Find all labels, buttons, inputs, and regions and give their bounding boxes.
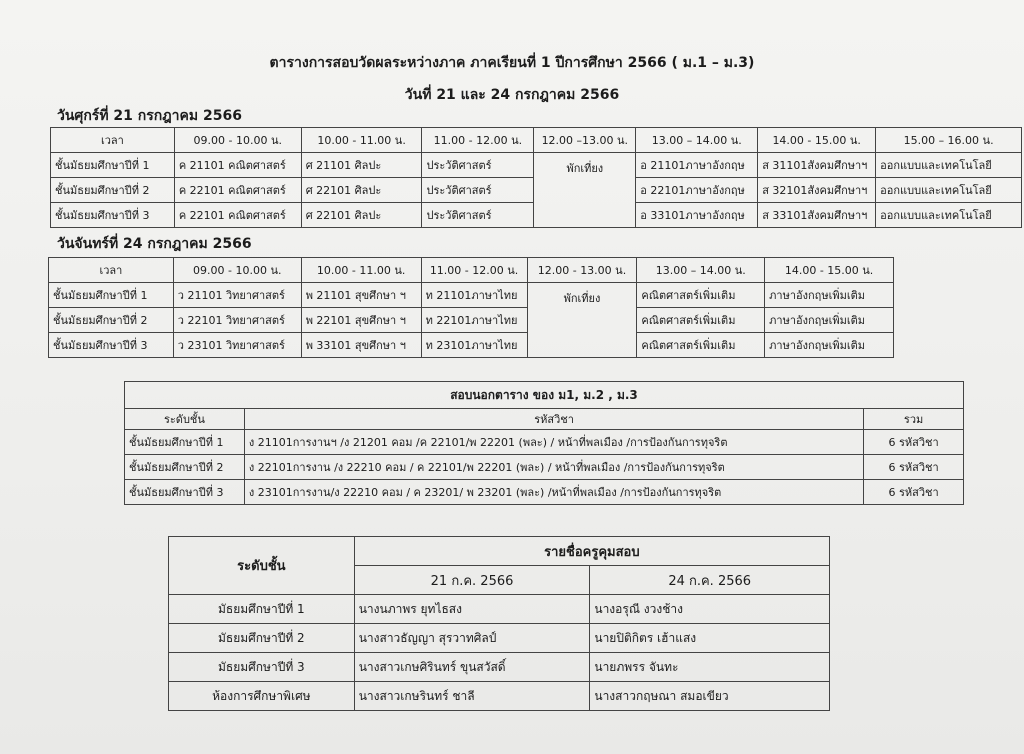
total-cell: 6 รหัสวิชา xyxy=(864,455,964,480)
level-cell: ชั้นมัธยมศึกษาปีที่ 1 xyxy=(51,153,175,178)
subject-cell: ท 22101ภาษาไทย xyxy=(421,308,527,333)
level-cell: มัธยมศึกษาปีที่ 3 xyxy=(169,653,355,682)
subject-cell: ประวัติศาสตร์ xyxy=(422,203,534,228)
table-row xyxy=(49,333,894,358)
day2-time-row xyxy=(49,258,894,283)
time-slot: 13.00 – 14.00 น. xyxy=(636,128,758,153)
outside-title-row xyxy=(125,382,964,409)
col-level-header: ระดับชั้น xyxy=(169,537,355,595)
proctor-cell: นางสาวเกษศิรินทร์ ขุนสวัสดิ์ xyxy=(354,653,590,682)
time-slot: 13.00 – 14.00 น. xyxy=(637,258,765,283)
subject-cell: คณิตศาสตร์เพิ่มเติม xyxy=(637,308,765,333)
table-row xyxy=(125,430,964,455)
subject-cell: ศ 21101 ศิลปะ xyxy=(301,153,422,178)
subject-cell: ภาษาอังกฤษเพิ่มเติม xyxy=(765,283,894,308)
subject-cell: อ 21101ภาษาอังกฤษ xyxy=(636,153,758,178)
subject-cell: ประวัติศาสตร์ xyxy=(422,153,534,178)
subject-cell: ภาษาอังกฤษเพิ่มเติม xyxy=(765,333,894,358)
subject-cell: ส 31101สังคมศึกษาฯ xyxy=(758,153,876,178)
time-slot: 09.00 - 10.00 น. xyxy=(174,128,301,153)
outside-schedule-table xyxy=(124,381,964,505)
proctor-cell: นายปิติกิตร เฮ้าแสง xyxy=(590,624,830,653)
time-slot: 10.00 - 11.00 น. xyxy=(301,258,421,283)
proctor-cell: นางสาวธัญญา สุรวาทศิลป์ xyxy=(354,624,590,653)
day2-schedule-table xyxy=(48,257,894,358)
table-row xyxy=(169,624,830,653)
table-row xyxy=(169,682,830,711)
subject-cell: ว 23101 วิทยาศาสตร์ xyxy=(173,333,301,358)
subject-cell: ออกแบบและเทคโนโลยี xyxy=(876,153,1022,178)
level-cell: ชั้นมัธยมศึกษาปีที่ 3 xyxy=(51,203,175,228)
subject-cell: ส 33101สังคมศึกษาฯ xyxy=(758,203,876,228)
date1-header: 21 ก.ค. 2566 xyxy=(354,566,590,595)
total-cell: 6 รหัสวิชา xyxy=(864,430,964,455)
table-row xyxy=(125,455,964,480)
time-slot: 10.00 - 11.00 น. xyxy=(301,128,422,153)
day1-heading: วันศุกร์ที่ 21 กรกฎาคม 2566 xyxy=(57,108,242,124)
subject-cell: ค 22101 คณิตศาสตร์ xyxy=(174,203,301,228)
level-cell: ชั้นมัธยมศึกษาปีที่ 2 xyxy=(51,178,175,203)
proctor-cell: นางนภาพร ยุทไธสง xyxy=(354,595,590,624)
time-slot: 12.00 –13.00 น. xyxy=(534,128,636,153)
subject-cell: พ 21101 สุขศึกษา ฯ xyxy=(301,283,421,308)
day1-time-row xyxy=(51,128,1022,153)
time-slot: 14.00 - 15.00 น. xyxy=(765,258,894,283)
subject-cell: ท 21101ภาษาไทย xyxy=(421,283,527,308)
level-cell: มัธยมศึกษาปีที่ 2 xyxy=(169,624,355,653)
outside-header-row xyxy=(125,409,964,430)
time-slot: 11.00 - 12.00 น. xyxy=(421,258,527,283)
codes-cell: ง 21101การงานฯ /ง 21201 คอม /ค 22101/พ 22201 (พละ) / หน้าที่พลเมือง /การป้องกันการทุจริต xyxy=(244,430,863,455)
level-cell: ชั้นมัธยมศึกษาปีที่ 1 xyxy=(49,283,174,308)
date2-header: 24 ก.ค. 2566 xyxy=(590,566,830,595)
total-cell: 6 รหัสวิชา xyxy=(864,480,964,505)
level-cell: ชั้นมัธยมศึกษาปีที่ 3 xyxy=(49,333,174,358)
proctor-title: รายชื่อครูคุมสอบ xyxy=(354,537,829,566)
proctor-title-row xyxy=(169,537,830,566)
lunch-break-cell: พักเที่ยง xyxy=(527,283,637,358)
table-row xyxy=(169,653,830,682)
level-cell: ห้องการศึกษาพิเศษ xyxy=(169,682,355,711)
codes-cell: ง 22101การงาน /ง 22210 คอม / ค 22101/พ 22201 (พละ) / หน้าที่พลเมือง /การป้องกันการทุจริต xyxy=(244,455,863,480)
level-cell: มัธยมศึกษาปีที่ 1 xyxy=(169,595,355,624)
subject-cell: คณิตศาสตร์เพิ่มเติม xyxy=(637,333,765,358)
proctor-cell: นายภพรร จันทะ xyxy=(590,653,830,682)
subject-cell: ค 22101 คณิตศาสตร์ xyxy=(174,178,301,203)
table-row xyxy=(49,283,894,308)
level-cell: ชั้นมัธยมศึกษาปีที่ 2 xyxy=(125,455,245,480)
subject-cell: ออกแบบและเทคโนโลยี xyxy=(876,178,1022,203)
time-label: เวลา xyxy=(51,128,175,153)
time-slot: 14.00 - 15.00 น. xyxy=(758,128,876,153)
outside-title: สอบนอกตาราง ของ ม1, ม.2 , ม.3 xyxy=(125,382,964,409)
table-row xyxy=(169,595,830,624)
table-row xyxy=(49,308,894,333)
time-slot: 09.00 - 10.00 น. xyxy=(173,258,301,283)
subject-cell: พ 22101 สุขศึกษา ฯ xyxy=(301,308,421,333)
subject-cell: ท 23101ภาษาไทย xyxy=(421,333,527,358)
document-subtitle: วันที่ 21 และ 24 กรกฎาคม 2566 xyxy=(404,87,620,103)
subject-cell: ออกแบบและเทคโนโลยี xyxy=(876,203,1022,228)
subject-cell: ศ 22101 ศิลปะ xyxy=(301,178,422,203)
proctor-table xyxy=(168,536,830,711)
col-level-header: ระดับชั้น xyxy=(125,409,245,430)
subject-cell: พ 33101 สุขศึกษา ฯ xyxy=(301,333,421,358)
day1-schedule-table xyxy=(50,127,1022,228)
subject-cell: ว 21101 วิทยาศาสตร์ xyxy=(173,283,301,308)
subject-cell: ค 21101 คณิตศาสตร์ xyxy=(174,153,301,178)
subject-cell: ประวัติศาสตร์ xyxy=(422,178,534,203)
subject-cell: อ 22101ภาษาอังกฤษ xyxy=(636,178,758,203)
subject-cell: ว 22101 วิทยาศาสตร์ xyxy=(173,308,301,333)
proctor-cell: นางสาวกฤษณา สมอเขียว xyxy=(590,682,830,711)
col-total-header: รวม xyxy=(864,409,964,430)
time-slot: 11.00 - 12.00 น. xyxy=(422,128,534,153)
time-slot: 12.00 - 13.00 น. xyxy=(527,258,637,283)
table-row xyxy=(125,480,964,505)
proctor-cell: นางอรุณี งวงช้าง xyxy=(590,595,830,624)
time-slot: 15.00 – 16.00 น. xyxy=(876,128,1022,153)
codes-cell: ง 23101การงาน/ง 22210 คอม / ค 23201/ พ 23201 (พละ) /หน้าที่พลเมือง /การป้องกันการทุจริต xyxy=(244,480,863,505)
lunch-break-cell: พักเที่ยง xyxy=(534,153,636,228)
day2-heading: วันจันทร์ที่ 24 กรกฎาคม 2566 xyxy=(57,236,252,252)
subject-cell: ภาษาอังกฤษเพิ่มเติม xyxy=(765,308,894,333)
subject-cell: อ 33101ภาษาอังกฤษ xyxy=(636,203,758,228)
col-codes-header: รหัสวิชา xyxy=(244,409,863,430)
subject-cell: ศ 22101 ศิลปะ xyxy=(301,203,422,228)
subject-cell: ส 32101สังคมศึกษาฯ xyxy=(758,178,876,203)
table-row xyxy=(51,153,1022,178)
proctor-cell: นางสาวเกษรินทร์ ชาลี xyxy=(354,682,590,711)
subject-cell: คณิตศาสตร์เพิ่มเติม xyxy=(637,283,765,308)
level-cell: ชั้นมัธยมศึกษาปีที่ 2 xyxy=(49,308,174,333)
level-cell: ชั้นมัธยมศึกษาปีที่ 1 xyxy=(125,430,245,455)
document-title: ตารางการสอบวัดผลระหว่างภาค ภาคเรียนที่ 1 ปีการศึกษา 2566 ( ม.1 – ม.3) xyxy=(269,55,755,71)
time-label: เวลา xyxy=(49,258,174,283)
level-cell: ชั้นมัธยมศึกษาปีที่ 3 xyxy=(125,480,245,505)
